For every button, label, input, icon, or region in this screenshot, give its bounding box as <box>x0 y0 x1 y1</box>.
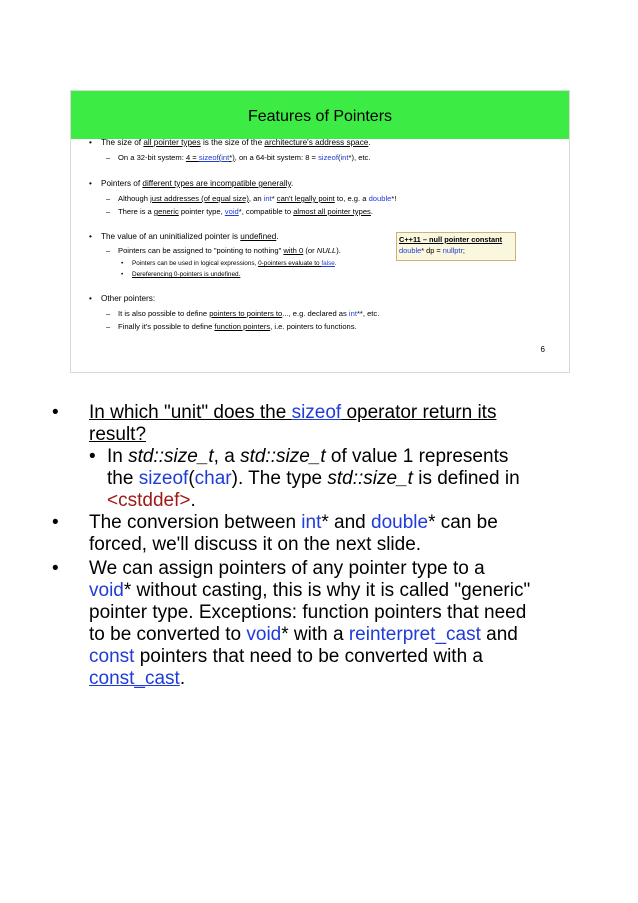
text: Other pointers: <box>101 294 156 303</box>
text: The value of an uninitialized pointer is <box>101 232 241 241</box>
keyword-const-cast: const_cast <box>89 668 180 689</box>
text: ). The type <box>231 468 328 489</box>
bullet-marker: • <box>121 260 124 267</box>
slide-bullet-2-2 <box>118 207 373 217</box>
keyword-char: char <box>194 468 232 489</box>
bullet-marker: • <box>121 271 124 278</box>
slide-bullet-4 <box>101 294 155 304</box>
text: . <box>276 232 279 241</box>
keyword-sizeof: sizeof <box>198 153 219 162</box>
text: , a <box>213 446 241 467</box>
bullet-marker: • <box>89 446 96 467</box>
text: . <box>190 490 196 511</box>
text: operator return its <box>341 402 497 423</box>
text: is defined in <box>412 468 520 489</box>
dash-marker: – <box>106 309 111 318</box>
text: . <box>370 207 373 216</box>
text: ( <box>188 468 195 489</box>
slide-bullet-1 <box>101 138 371 148</box>
text: . <box>179 668 186 689</box>
text: pointer type, <box>178 207 225 216</box>
bullet-marker: • <box>52 558 59 579</box>
keyword-int: int <box>348 309 357 318</box>
keyword-const: const <box>89 646 135 667</box>
slide-bullet-2 <box>101 179 293 189</box>
underlined-text: with 0 <box>283 246 304 255</box>
keyword-int: int <box>221 153 230 162</box>
dash-marker: – <box>106 207 111 216</box>
text: the <box>107 468 139 489</box>
keyword-double: double <box>368 194 392 203</box>
slide-header <box>71 91 569 139</box>
italic-text: std::size_t <box>128 446 214 467</box>
slide-bullet-3-1-2 <box>132 270 240 280</box>
underlined-text: 0-pointers evaluate to <box>258 260 322 267</box>
callout-title: C++11 – null pointer constant <box>399 235 503 244</box>
text: to be converted to <box>89 624 247 645</box>
dash-marker: – <box>106 194 111 203</box>
text: ; <box>462 246 465 255</box>
text: pointers that need to be converted with a <box>134 646 483 667</box>
keyword-int: int <box>301 512 322 533</box>
underlined-text: can't legally point <box>276 194 335 203</box>
underlined-text: architecture's address space <box>264 138 369 147</box>
note-1-sub-line-1 <box>107 446 508 468</box>
text: * dp = <box>421 246 443 255</box>
text: pointer type. Exceptions: function pointers that need <box>89 602 527 623</box>
note-2-line-1 <box>89 512 498 534</box>
underlined-text: 4 = <box>185 153 199 162</box>
header-name: <cstddef> <box>107 490 191 511</box>
text: *), etc. <box>348 153 371 162</box>
text: * can be <box>428 512 498 533</box>
keyword-nullptr: nullptr <box>442 246 463 255</box>
text: * and <box>321 512 372 533</box>
text: In which "unit" does the <box>89 402 292 423</box>
text: is the size of the <box>200 138 265 147</box>
keyword-sizeof: sizeof <box>318 153 338 162</box>
italic-text: NULL <box>316 246 337 255</box>
slide-thumbnail <box>70 90 570 373</box>
text: . <box>368 138 371 147</box>
note-3-line-6 <box>89 668 185 690</box>
text: The conversion between <box>89 512 302 533</box>
text: * without casting, this is why it is called "generic" <box>123 580 531 601</box>
underlined-text: just addresses (of equal size) <box>150 194 249 203</box>
text: *, compatible to <box>238 207 294 216</box>
underlined-text: different types are incompatible generally <box>142 179 291 188</box>
keyword-void: void <box>224 207 239 216</box>
keyword-false: false <box>321 260 335 267</box>
slide-bullet-3-1 <box>118 246 341 256</box>
underlined-text: pointers to pointers to <box>209 309 283 318</box>
text: . <box>290 179 294 188</box>
bullet-marker: • <box>89 294 92 303</box>
text: and <box>480 624 518 645</box>
text: There is a <box>118 207 154 216</box>
underlined-text: almost all pointer types <box>293 207 371 216</box>
keyword-double: double <box>399 246 422 255</box>
text: It is also possible to define <box>118 309 210 318</box>
slide-title: Features of Pointers <box>247 108 393 125</box>
text: Although <box>118 194 151 203</box>
underlined-text: ( <box>218 153 222 162</box>
note-3-line-1 <box>89 558 485 580</box>
text: , on a 64-bit system: 8 = <box>234 153 319 162</box>
bullet-marker: • <box>89 179 92 188</box>
dash-marker: – <box>106 246 111 255</box>
text: On a 32-bit system: <box>118 153 186 162</box>
text: , i.e. pointers to functions. <box>270 322 357 331</box>
text: . <box>334 260 337 267</box>
note-1-line-1 <box>89 402 496 424</box>
slide-bullet-1-1 <box>118 153 370 163</box>
text: ( <box>337 153 341 162</box>
callout-code <box>399 246 465 255</box>
slide-bullet-4-2 <box>118 322 357 332</box>
keyword-int: int <box>340 153 349 162</box>
underlined-text: Dereferencing 0-pointers is undefined. <box>132 271 241 278</box>
slide-bullet-3-1-1 <box>132 259 337 269</box>
note-3-line-2 <box>89 580 530 602</box>
callout-box <box>396 232 516 261</box>
keyword-sizeof: sizeof <box>291 402 342 423</box>
dash-marker: – <box>106 153 111 162</box>
italic-text: std::size_t <box>327 468 413 489</box>
underlined-text: function pointers <box>214 322 271 331</box>
text: The size of <box>101 138 144 147</box>
text: In <box>107 446 129 467</box>
text: (or <box>303 246 317 255</box>
note-1-sub-line-2 <box>107 468 520 490</box>
text: * with a <box>281 624 349 645</box>
underlined-text: generic <box>153 207 179 216</box>
text: Pointers can be used in logical expressions, <box>132 260 259 267</box>
bullet-marker: • <box>89 232 92 241</box>
keyword-sizeof: sizeof <box>138 468 189 489</box>
text: to, e.g. a <box>334 194 369 203</box>
text: Pointers of <box>101 179 143 188</box>
text: ). <box>336 246 341 255</box>
bullet-marker: • <box>52 402 59 423</box>
text: Pointers can be assigned to "pointing to nothing" <box>118 246 284 255</box>
slide-bullet-3 <box>101 232 279 242</box>
text: , an <box>248 194 264 203</box>
note-3-line-5 <box>89 646 483 668</box>
keyword-void: void <box>89 580 124 601</box>
slide-bullet-2-1 <box>118 194 396 204</box>
note-3-line-3 <box>89 602 526 624</box>
text: We can assign pointers of any pointer type to a <box>89 558 485 579</box>
underlined-text: *) <box>229 153 235 162</box>
keyword-int: int <box>263 194 272 203</box>
bullet-marker: • <box>89 138 92 147</box>
text: result? <box>89 424 147 445</box>
text: of value 1 represents <box>325 446 509 467</box>
bullet-marker: • <box>52 512 59 533</box>
keyword-reinterpret-cast: reinterpret_cast <box>348 624 481 645</box>
note-3-line-4 <box>89 624 518 646</box>
text: *! <box>391 194 397 203</box>
text: Finally it's possible to define <box>118 322 215 331</box>
keyword-double: double <box>371 512 429 533</box>
underlined-text: undefined <box>240 232 277 241</box>
text: ..., e.g. declared as <box>282 309 349 318</box>
note-2-line-2 <box>89 534 421 556</box>
text: * <box>271 194 277 203</box>
note-1-sub-line-3 <box>107 490 196 512</box>
underlined-text: all pointer types <box>143 138 201 147</box>
keyword-void: void <box>246 624 282 645</box>
text: forced, we'll discuss it on the next slide. <box>89 534 422 555</box>
italic-text: std::size_t <box>240 446 326 467</box>
text: **, etc. <box>356 309 380 318</box>
dash-marker: – <box>106 322 111 331</box>
slide-page-number: 6 <box>540 345 545 354</box>
note-1-line-2 <box>89 424 146 446</box>
slide-bullet-4-1 <box>118 309 379 319</box>
